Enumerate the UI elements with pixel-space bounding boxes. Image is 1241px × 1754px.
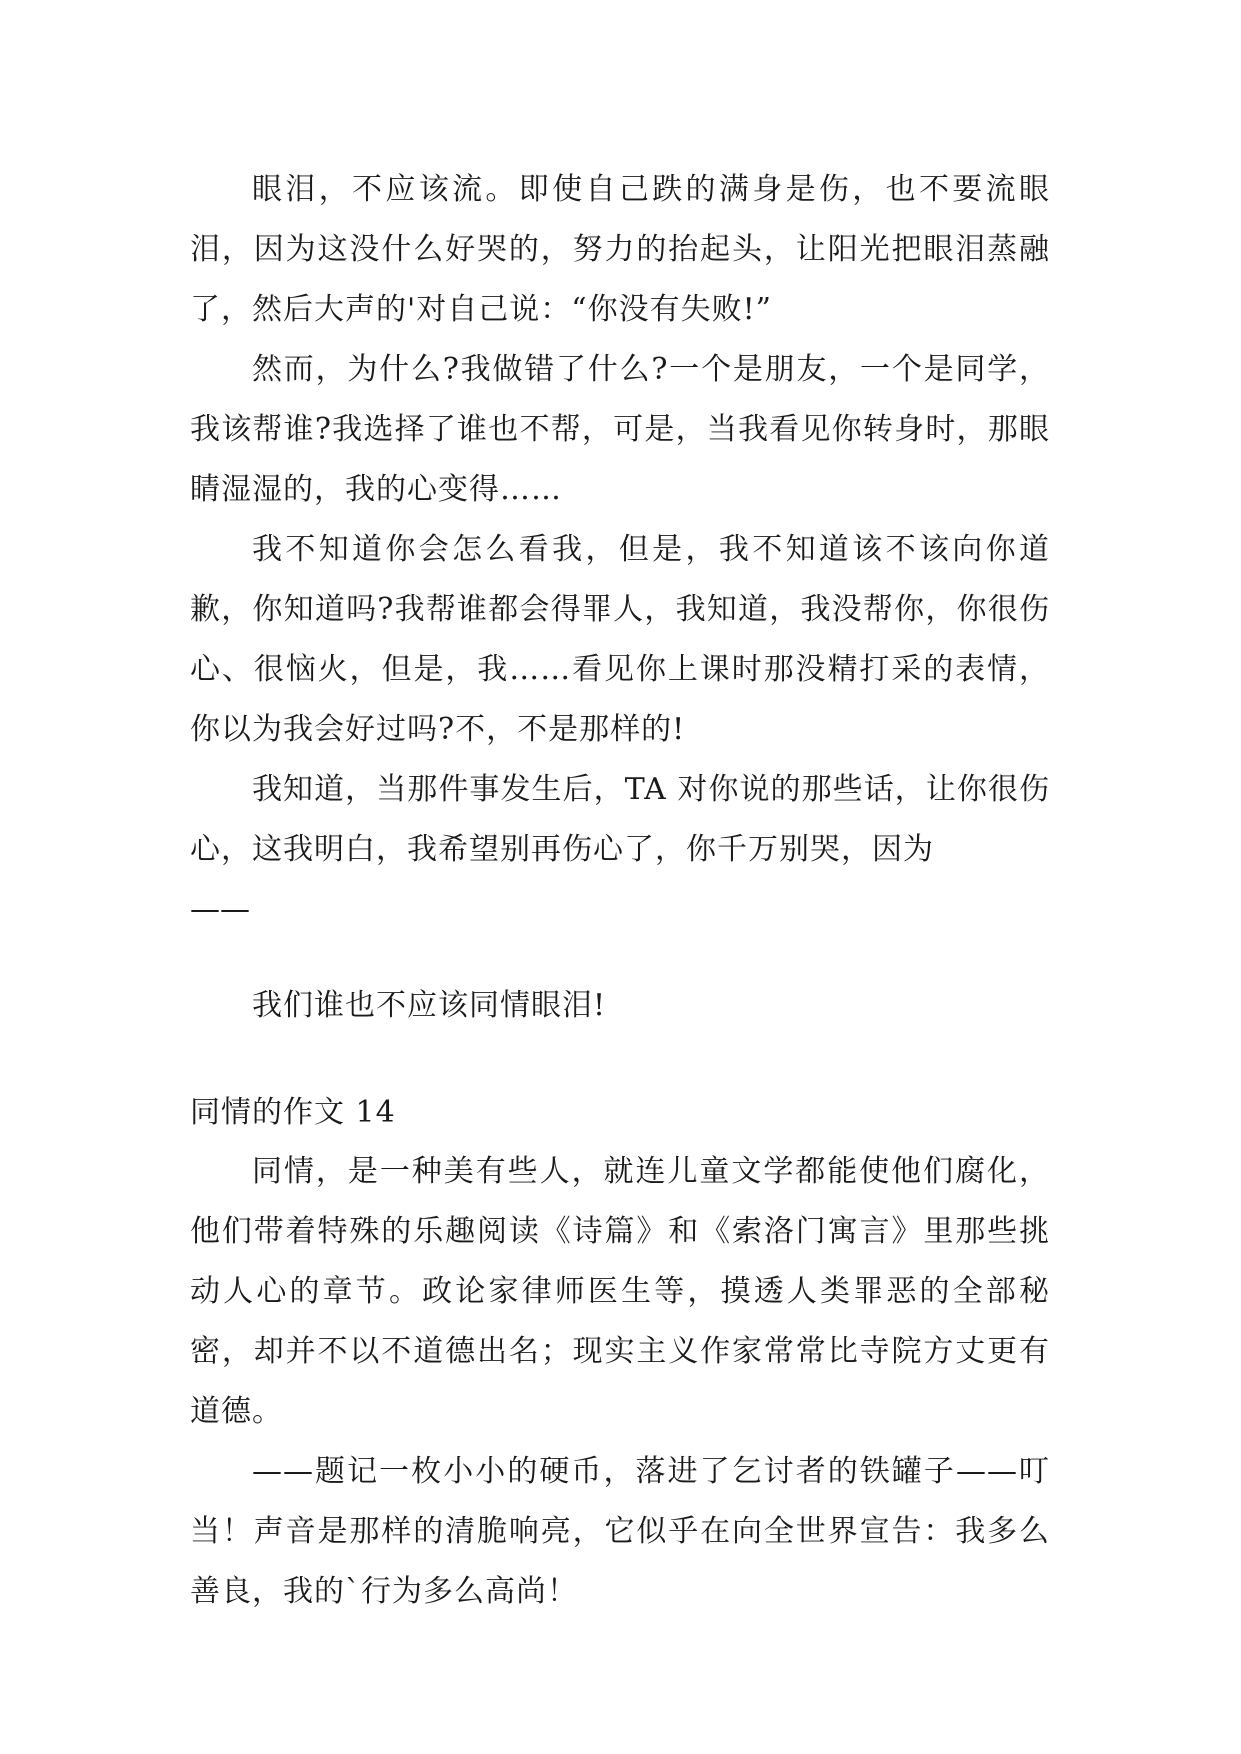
paragraph-5: 同情，是一种美有些人，就连儿童文学都能使他们腐化，他们带着特殊的乐趣阅读《诗篇》和《索洛门寓言》里那些挑动人心的章节。政论家律师医生等，摸透人类罪恶的全部秘密，却并不以不道德出名；现实主义作家常常比寺院方丈更有道德。 (190, 1154, 1050, 1429)
paragraph-4: 我知道，当那件事发生后，TA 对你说的那些话，让你很伤心，这我明白，我希望别再伤心了，你千万别哭，因为 (190, 772, 1050, 867)
paragraph-2: 然而，为什么?我做错了什么?一个是朋友，一个是同学，我该帮谁?我选择了谁也不帮，可是，当我看见你转身时，那眼睛湿湿的，我的心变得…… (190, 352, 1050, 507)
closing-line: 我们谁也不应该同情眼泪! (252, 988, 607, 1023)
section-title: 同情的作文 14 (190, 1095, 396, 1130)
spacer (190, 940, 1050, 976)
spacer (190, 1036, 1050, 1084)
paragraph-6: ——题记一枚小小的硬币，落进了乞讨者的铁罐子——叮当！声音是那样的清脆响亮，它似乎在向全世界宣告：我多么善良，我的`行为多么高尚！ (190, 1454, 1050, 1609)
dash-line: —— (190, 892, 250, 927)
paragraph-3: 我不知道你会怎么看我，但是，我不知道该不该向你道歉，你知道吗?我帮谁都会得罪人，我知道，我没帮你，你很伤心、很恼火，但是，我……看见你上课时那没精打采的表情，你以为我会好过吗?不，不是那样的! (190, 532, 1050, 747)
paragraph-1: 眼泪，不应该流。即使自己跌的满身是伤，也不要流眼泪，因为这没什么好哭的，努力的抬起头，让阳光把眼泪蒸融了，然后大声的'对自己说：“你没有失败!” (190, 172, 1050, 327)
document-page (190, 160, 1050, 1622)
